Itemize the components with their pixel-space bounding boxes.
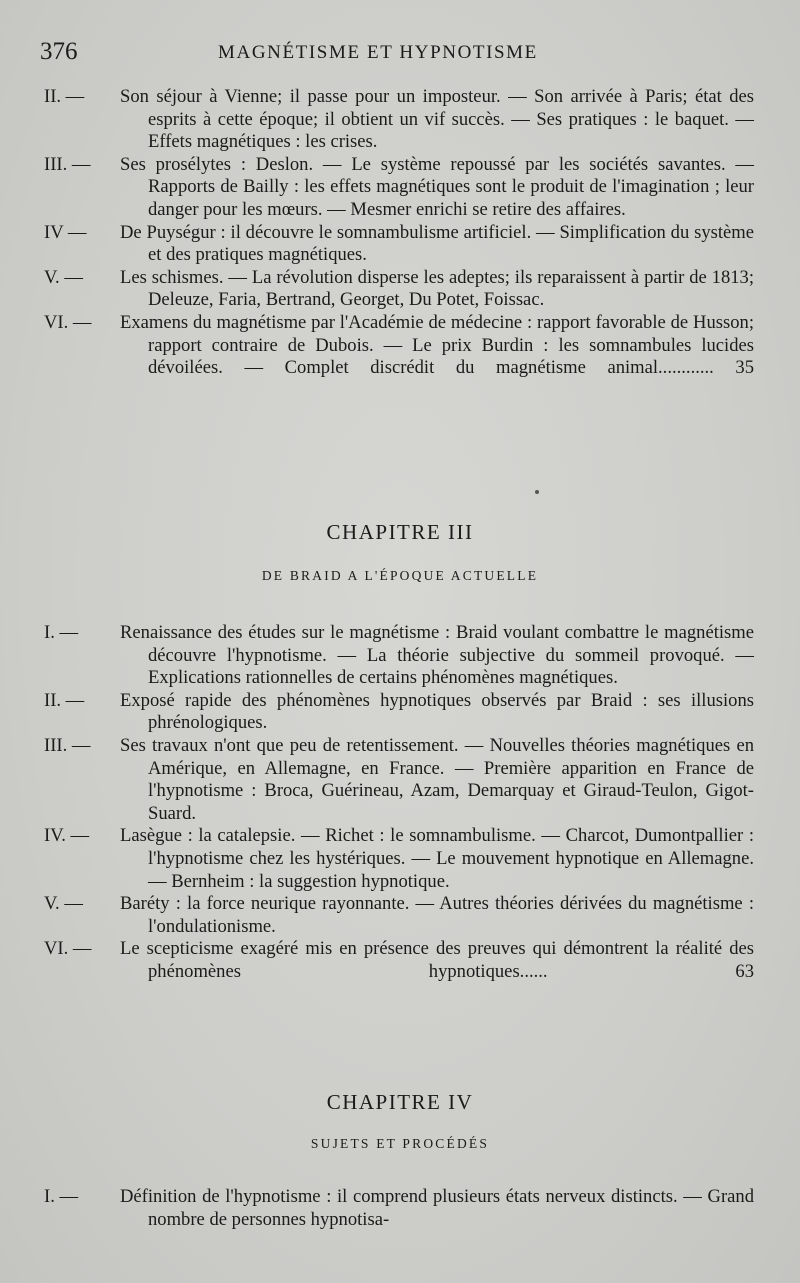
entry-text: Exposé rapide des phénomènes hypnotiques observés par Braid : ses illusions phrénologiques. bbox=[120, 689, 754, 734]
entry-number: IV — bbox=[44, 221, 87, 243]
entry-text: Renaissance des études sur le magnétisme : Braid voulant combattre le magnétisme découvre l'hypnotisme. — La théorie subjective du sommeil provoqué. — Explications rationnelles de certains phénomènes magnétiques. bbox=[120, 622, 754, 689]
toc-entry bbox=[44, 222, 754, 267]
toc-entry bbox=[44, 690, 754, 735]
entry-number: V. — bbox=[44, 893, 83, 915]
toc-entry bbox=[44, 622, 754, 690]
entry-text: Les schismes. — La révolution disperse les adeptes; ils reparaissent à partir de 1813; Deleuze, Faria, Bertrand, Georget, Du Potet, Foissac. bbox=[120, 266, 754, 311]
chapter-3-subtitle: DE BRAID A L'ÉPOQUE ACTUELLE bbox=[261, 568, 539, 583]
entry-text: Ses travaux n'ont que peu de retentissement. — Nouvelles théories magnétiques en Amérique, en Allemagne, en France. — Première apparition en France de l'hypnotisme : Broca, Guérineau, Azam, Demarquay et Giraud-Teulon, Gigot-Suard. bbox=[120, 734, 754, 824]
entry-text: Baréty : la force neurique rayonnante. — Autres théories dérivées du magnétisme : l'ondulationisme. bbox=[120, 893, 754, 937]
toc-entry bbox=[44, 735, 754, 825]
chapter-3-title: CHAPITRE III bbox=[326, 520, 474, 544]
page-header bbox=[40, 38, 760, 72]
entry-number: II. — bbox=[44, 689, 85, 711]
page-number: 376 bbox=[40, 38, 78, 65]
entry-number: III. — bbox=[44, 153, 91, 175]
toc-entry bbox=[44, 86, 754, 154]
entry-number: II. — bbox=[44, 86, 85, 107]
entry-number: I. — bbox=[44, 622, 79, 643]
entry-number: IV. — bbox=[44, 825, 90, 847]
toc-entry bbox=[44, 938, 754, 983]
print-speck bbox=[535, 490, 539, 494]
entry-text: Examens du magnétisme par l'Académie de médecine : rapport favorable de Husson; rapport contraire de Dubois. — Le prix Burdin : les somnambules lucides dévoilées. — Complet discrédit du magnétisme animal............ 35 bbox=[120, 311, 754, 379]
entry-number: V. — bbox=[44, 266, 83, 288]
chapter-4-subtitle: SUJETS ET PROCÉDÉS bbox=[310, 1136, 490, 1151]
entry-number: VI. — bbox=[44, 938, 92, 960]
entry-text: Ses prosélytes : Deslon. — Le système repoussé par les sociétés savantes. — Rapports de Bailly : les effets magnétiques sont le produit de l'imagination ; leur danger pour les mœurs. — Mesmer enrichi se retire des affaires. bbox=[120, 153, 754, 220]
entry-text: Le scepticisme exagéré mis en présence des preuves qui démontrent la réalité des phénomènes hypnotiques...... 63 bbox=[120, 938, 754, 982]
toc-section-chapter-3 bbox=[44, 622, 754, 984]
entry-number: III. — bbox=[44, 734, 91, 756]
toc-entry bbox=[44, 1186, 754, 1231]
running-head: MAGNÉTISME ET HYPNOTISME bbox=[218, 42, 538, 63]
entry-text: Définition de l'hypnotisme : il comprend plusieurs états nerveux distincts. — Grand nombre de personnes hypnotisa- bbox=[120, 1186, 754, 1230]
toc-entry bbox=[44, 825, 754, 893]
entry-text: Lasègue : la catalepsie. — Richet : le somnambulisme. — Charcot, Dumontpallier : l'hypnotisme chez les hystériques. — Le mouvement hypnotique en Allemagne. — Bernheim : la suggestion hypnotique. bbox=[120, 825, 754, 892]
entry-text: De Puységur : il découvre le somnambulisme artificiel. — Simplification du système et des pratiques magnétiques. bbox=[120, 221, 754, 266]
toc-entry bbox=[44, 267, 754, 312]
toc-entry bbox=[44, 154, 754, 222]
toc-section-chapter-2 bbox=[44, 86, 754, 380]
toc-entry bbox=[44, 893, 754, 938]
entry-text: Son séjour à Vienne; il passe pour un imposteur. — Son arrivée à Paris; état des esprits à cette époque; il obtient un vif succès. — Ses pratiques : le baquet. — Effets magnétiques : les crises. bbox=[120, 86, 754, 153]
chapter-4-title: CHAPITRE IV bbox=[326, 1090, 474, 1114]
toc-section-chapter-4 bbox=[44, 1186, 754, 1231]
toc-entry bbox=[44, 312, 754, 380]
entry-number: I. — bbox=[44, 1186, 79, 1207]
entry-number: VI. — bbox=[44, 311, 92, 333]
